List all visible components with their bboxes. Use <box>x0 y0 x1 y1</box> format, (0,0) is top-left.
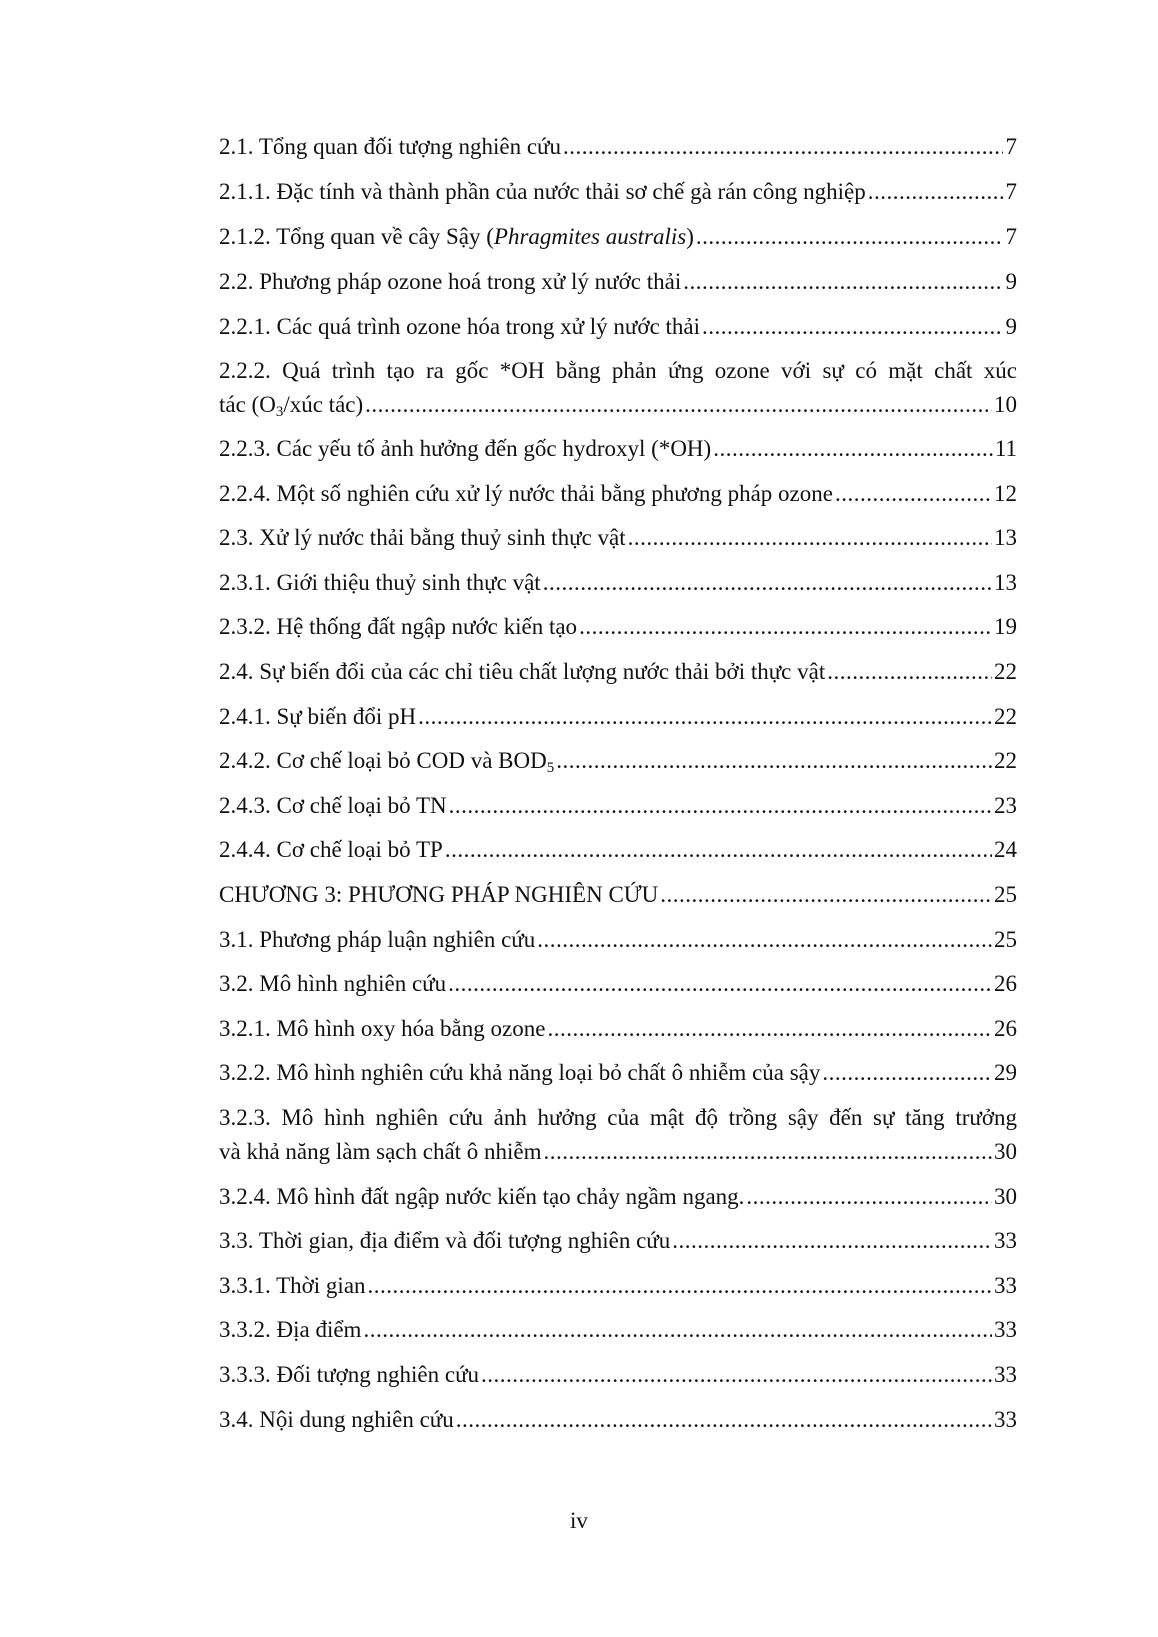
toc-entry-title: 2.2. Phương pháp ozone hoá trong xử lý nước thải <box>219 269 682 294</box>
toc-entry-title: 2.1.2. Tổng quan về cây Sậy (Phragmites australis) <box>219 224 694 249</box>
toc-entry-title: 3.3.2. Địa điểm <box>219 1317 362 1342</box>
toc-entry-title: 2.2.3. Các yếu tố ảnh hưởng đến gốc hydroxyl (*OH) <box>219 436 712 461</box>
toc-entry <box>219 354 1017 422</box>
toc-entry-page: 12 <box>994 481 1017 506</box>
dot-leader <box>363 1313 992 1347</box>
dot-leader <box>579 610 992 644</box>
toc-entry-page: 26 <box>994 971 1017 996</box>
toc-entry-page: 9 <box>1005 269 1017 294</box>
toc-entry-title: 2.4. Sự biến đổi của các chỉ tiêu chất lượng nước thải bởi thực vật <box>219 659 826 684</box>
dot-leader <box>746 1180 992 1214</box>
species-name: Phragmites australis <box>493 224 687 249</box>
toc-entry-page: 19 <box>994 614 1017 639</box>
toc-entry <box>219 1056 1017 1090</box>
toc-entry-page: 33 <box>994 1228 1017 1253</box>
dot-leader <box>418 700 992 734</box>
toc-entry <box>219 220 1017 254</box>
toc-entry <box>219 1224 1017 1258</box>
toc-entry-title: 2.4.2. Cơ chế loại bỏ COD và $BOD_5$ <box>219 748 555 776</box>
toc-entry-title: 2.2.1. Các quá trình ozone hóa trong xử lý nước thải <box>219 314 701 339</box>
toc-entry <box>219 175 1017 209</box>
toc-entry <box>219 1269 1017 1303</box>
dot-leader <box>683 265 1003 299</box>
dot-leader <box>713 432 993 466</box>
toc-entry-title: 3.2.4. Mô hình đất ngập nước kiến tạo chảy ngầm ngang. <box>219 1184 745 1209</box>
dot-leader <box>481 1358 992 1392</box>
toc-entry-title-line1: 3.2.3. Mô hình nghiên cứu ảnh hưởng của mật độ trồng sậy đến sự tăng trưởng <box>219 1105 1017 1130</box>
toc-entry-page: 23 <box>994 793 1017 818</box>
toc-entry-page: 25 <box>994 882 1017 907</box>
toc-entry <box>219 700 1017 734</box>
toc-entry-page: 22 <box>994 704 1017 729</box>
toc-entry-title: CHƯƠNG 3: PHƯƠNG PHÁP NGHIÊN CỨU <box>219 882 659 907</box>
toc-entry-title: 3.2.2. Mô hình nghiên cứu khả năng loại bỏ chất ô nhiễm của sậy <box>219 1060 821 1085</box>
toc-entry-title: 2.3. Xử lý nước thải bằng thuỷ sinh thực vật <box>219 525 626 550</box>
dot-leader <box>827 655 992 689</box>
toc-entry-page: 22 <box>994 748 1017 773</box>
toc-entry <box>219 1101 1017 1169</box>
toc-entry-title: 2.1.1. Đặc tính và thành phần của nước thải sơ chế gà rán công nghiệp <box>219 179 866 204</box>
toc-entry-title: 2.3.2. Hệ thống đất ngập nước kiến tạo <box>219 614 578 639</box>
toc-entry <box>219 744 1017 778</box>
dot-leader <box>868 175 1003 209</box>
dot-leader <box>365 388 992 422</box>
toc-entry <box>219 1012 1017 1046</box>
toc-entry <box>219 610 1017 644</box>
toc-entry-title: 3.1. Phương pháp luận nghiên cứu <box>219 927 536 952</box>
toc-entry <box>219 1313 1017 1347</box>
toc-entry <box>219 521 1017 555</box>
dot-leader <box>556 744 992 778</box>
toc-entry <box>219 432 1017 466</box>
toc-entry-chapter <box>219 878 1017 912</box>
dot-leader <box>449 789 992 823</box>
toc-entry-title: 2.3.1. Giới thiệu thuỷ sinh thực vật <box>219 570 541 595</box>
toc-entry <box>219 1180 1017 1214</box>
toc-entry-title: 2.4.4. Cơ chế loại bỏ TP <box>219 837 443 862</box>
dot-leader <box>672 1224 992 1258</box>
toc-entry-page: 25 <box>994 927 1017 952</box>
toc-entry-title: 2.1. Tổng quan đối tượng nghiên cứu <box>219 134 562 159</box>
toc-entry-title: 3.3. Thời gian, địa điểm và đối tượng nghiên cứu <box>219 1228 671 1253</box>
toc-entry <box>219 566 1017 600</box>
toc-entry <box>219 265 1017 299</box>
dot-leader <box>368 1269 992 1303</box>
toc-entry-page: 13 <box>994 570 1017 595</box>
dot-leader <box>702 310 1003 344</box>
toc-entry-title: 3.3.1. Thời gian <box>219 1273 366 1298</box>
toc-entry-title-line2: tác ($O_3$/xúc tác) <box>219 392 364 420</box>
toc-entry-title: 2.4.1. Sự biến đổi pH <box>219 704 417 729</box>
toc-entry-page: 29 <box>994 1060 1017 1085</box>
toc-entry-page: 24 <box>994 837 1017 862</box>
toc-entry-title: 3.2.1. Mô hình oxy hóa bằng ozone <box>219 1016 546 1041</box>
toc-entry-page: 33 <box>994 1273 1017 1298</box>
dot-leader <box>537 923 992 957</box>
toc-entry-page: 33 <box>994 1317 1017 1342</box>
toc-entry <box>219 477 1017 511</box>
dot-leader <box>544 1135 992 1169</box>
dot-leader <box>628 521 992 555</box>
toc-entry-page: 7 <box>1005 179 1017 204</box>
toc-entry <box>219 923 1017 957</box>
toc-entry-title: 2.2.4. Một số nghiên cứu xử lý nước thải bằng phương pháp ozone <box>219 481 833 506</box>
toc-entry <box>219 310 1017 344</box>
dot-leader <box>563 130 1003 164</box>
dot-leader <box>445 833 992 867</box>
dot-leader <box>696 220 1003 254</box>
toc-entry-page: 33 <box>994 1362 1017 1387</box>
toc-entry-page: 30 <box>994 1184 1017 1209</box>
toc-entry <box>219 1403 1017 1437</box>
toc-entry <box>219 130 1017 164</box>
toc-entry <box>219 1358 1017 1392</box>
toc-entry-title-line2: và khả năng làm sạch chất ô nhiễm <box>219 1139 542 1164</box>
toc-entry-page: 13 <box>994 525 1017 550</box>
toc-entry-page: 11 <box>994 436 1017 461</box>
dot-leader <box>543 566 992 600</box>
toc-entry-page: 33 <box>994 1407 1017 1432</box>
toc-entry-page: 10 <box>994 392 1017 417</box>
toc-entry <box>219 655 1017 689</box>
toc-entry-page: 9 <box>1005 314 1017 339</box>
dot-leader <box>547 1012 992 1046</box>
toc-entry-page: 26 <box>994 1016 1017 1041</box>
toc-entry-title: 2.4.3. Cơ chế loại bỏ TN <box>219 793 447 818</box>
toc-entry-page: 7 <box>1005 134 1017 159</box>
toc-entry-page: 22 <box>994 659 1017 684</box>
toc-entry <box>219 833 1017 867</box>
dot-leader <box>835 477 992 511</box>
page-number: iv <box>570 1508 588 1533</box>
toc-entry-title-line1: 2.2.2. Quá trình tạo ra gốc *OH bằng phản ứng ozone với sự có mặt chất xúc <box>219 358 1017 383</box>
dot-leader <box>660 878 992 912</box>
dot-leader <box>822 1056 992 1090</box>
toc-entry <box>219 789 1017 823</box>
toc-entry-page: 30 <box>994 1139 1017 1164</box>
toc-entry-page: 7 <box>1005 224 1017 249</box>
toc-entry-title: 3.2. Mô hình nghiên cứu <box>219 971 447 996</box>
dot-leader <box>456 1403 992 1437</box>
toc-entry <box>219 967 1017 1001</box>
toc-entry-title: 3.3.3. Đối tượng nghiên cứu <box>219 1362 480 1387</box>
toc-entry-title: 3.4. Nội dung nghiên cứu <box>219 1407 454 1432</box>
dot-leader <box>448 967 992 1001</box>
